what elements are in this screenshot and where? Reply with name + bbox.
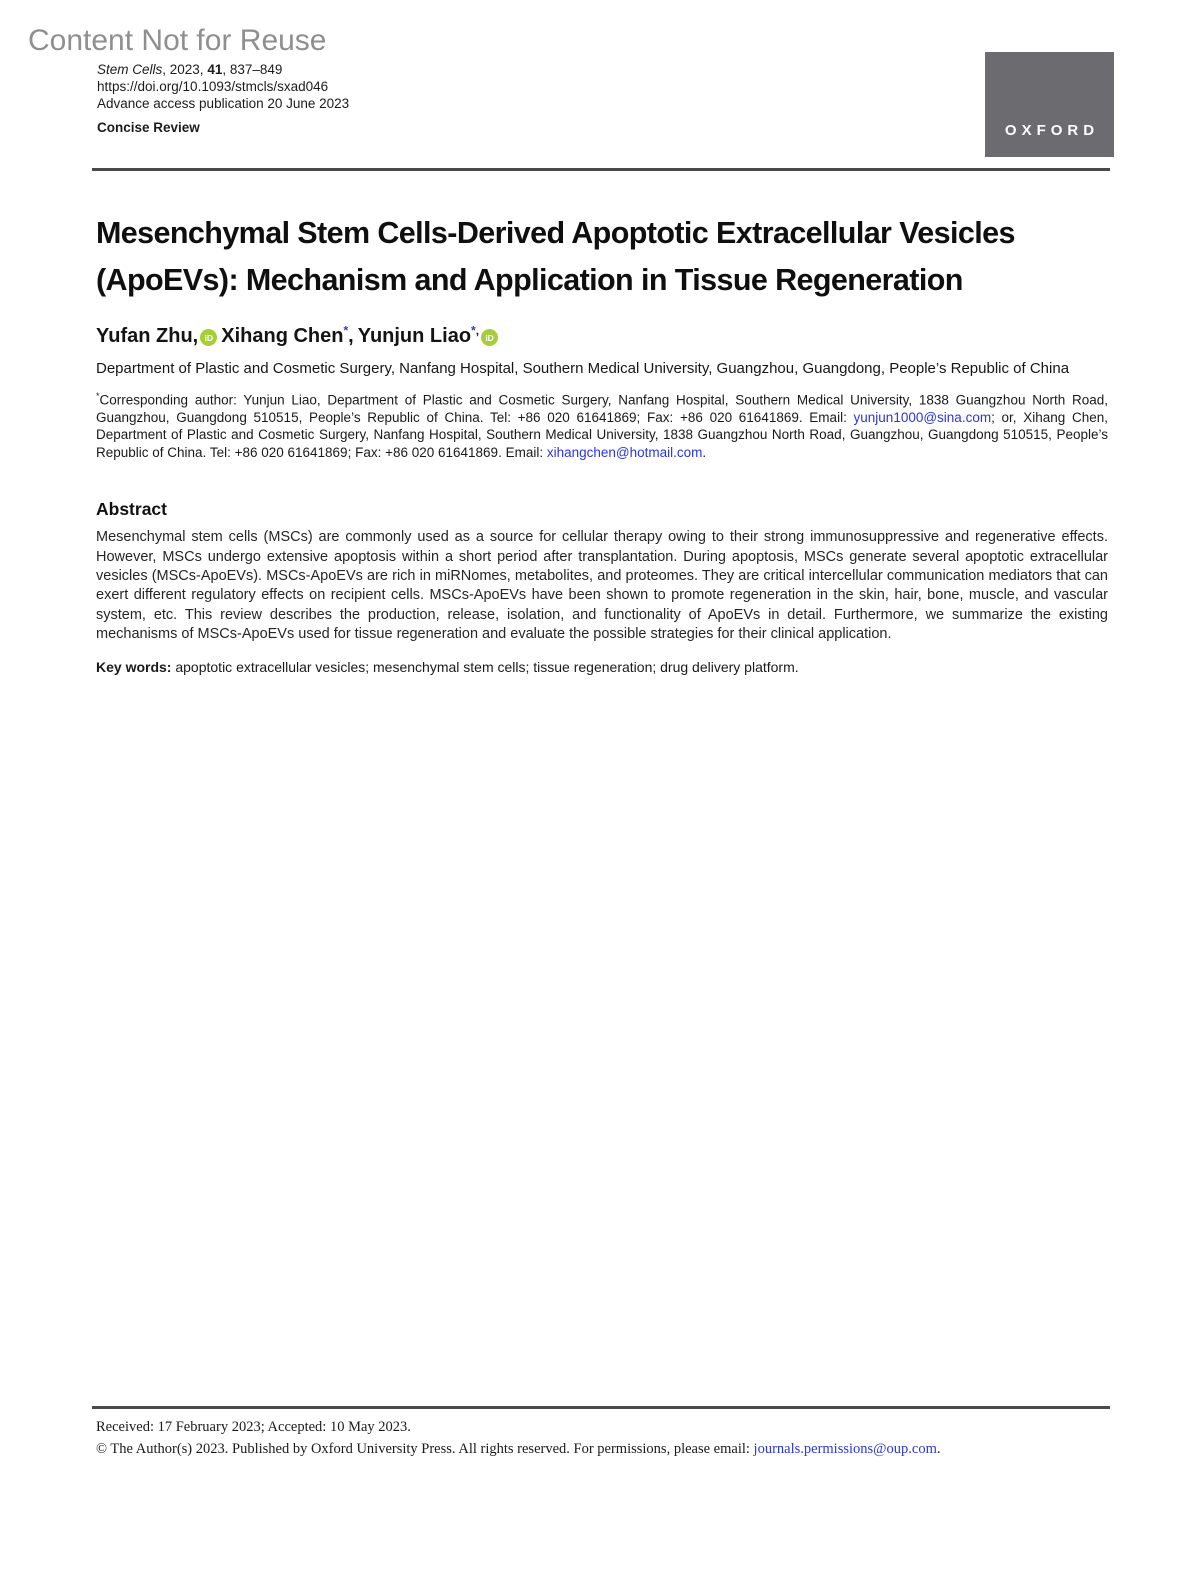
header-divider bbox=[92, 168, 1110, 171]
advance-access-note: Advance access publication 20 June 2023 bbox=[97, 96, 350, 111]
article-title: Mesenchymal Stem Cells-Derived Apoptotic Extracellular Vesicles (ApoEVs): Mechanism and Application in Tissue Regeneration bbox=[96, 216, 1015, 297]
watermark-text: Content Not for Reuse bbox=[28, 24, 327, 57]
corresponding-author-note: *Corresponding author: Yunjun Liao, Department of Plastic and Cosmetic Surgery, Nanfang Hospital, Southern Medical University, 1838 Guangzhou North Road, Guangzhou, Guangdong 510515, People’s Republic of China. Tel: +86 020 61641869; Fax: +86 020 61641869. Email: yunjun1000@sina.com; or, Xihang Chen, Department of Plastic and Cosmetic Surgery, Nanfang Hospital, Southern Medical University, 1838 Guangzhou North Road, Guangzhou, Guangdong 510515, People’s Republic of China. Tel: +86 020 61641869; Fax: +86 020 61641869. Email: xihangchen@hotmail.com. bbox=[96, 390, 1109, 460]
author-3 bbox=[358, 325, 498, 347]
author-2 bbox=[221, 325, 353, 347]
keywords-line bbox=[96, 658, 1108, 676]
footer-divider bbox=[92, 1406, 1110, 1409]
copyright-line: © The Author(s) 2023. Published by Oxford University Press. All rights reserved. For permissions, please email: journals.permissions@oup.com. bbox=[96, 1441, 941, 1457]
author-1-separator: , bbox=[192, 324, 199, 347]
orcid-icon-letters: iD bbox=[204, 332, 213, 343]
author-1 bbox=[96, 325, 217, 347]
orcid-icon[interactable] bbox=[200, 329, 217, 346]
article-main bbox=[96, 210, 1108, 676]
author-3-separator: , bbox=[475, 323, 480, 337]
journal-meta-block bbox=[97, 61, 349, 136]
oxford-logo-text: OXFORD bbox=[1004, 122, 1100, 139]
author-3-name: Yunjun Liao bbox=[357, 324, 472, 347]
author-list bbox=[96, 317, 1108, 349]
author-2-separator: , bbox=[348, 324, 354, 347]
article-type-label: Concise Review bbox=[97, 120, 200, 135]
oxford-logo bbox=[985, 52, 1114, 157]
corresponding-asterisk: * bbox=[471, 323, 476, 337]
keywords-label: Key words: bbox=[96, 658, 172, 675]
email-link[interactable]: journals.permissions@oup.com bbox=[753, 1441, 937, 1457]
page-footer bbox=[92, 1406, 1110, 1459]
doi-link[interactable]: https://doi.org/10.1093/stmcls/sxad046 bbox=[97, 79, 329, 94]
orcid-icon[interactable] bbox=[481, 329, 498, 346]
keywords-text: apoptotic extracellular vesicles; mesenchymal stem cells; tissue regeneration; drug delivery platform. bbox=[175, 658, 799, 675]
received-accepted-line: Received: 17 February 2023; Accepted: 10 May 2023. bbox=[96, 1419, 411, 1435]
corresponding-asterisk: * bbox=[343, 323, 349, 337]
email-link[interactable]: xihangchen@hotmail.com bbox=[546, 444, 703, 460]
author-2-name: Xihang Chen bbox=[221, 324, 344, 347]
journal-citation: Stem Cells, 2023, 41, 837–849 bbox=[97, 62, 283, 77]
abstract-heading: Abstract bbox=[96, 499, 167, 520]
abstract-text: Mesenchymal stem cells (MSCs) are commonly used as a source for cellular therapy owing to their strong immunosuppressive and regenerative effects. However, MSCs undergo extensive apoptosis within a short period after transplantation. During apoptosis, MSCs generate several apoptotic extracellular vesicles (MSCs-ApoEVs). MSCs-ApoEVs are rich in miRNomes, metabolites, and proteomes. They are critical intercellular communication mediators that can exert different regulatory effects on recipient cells. MSCs-ApoEVs have been shown to promote regeneration in the skin, hair, bone, muscle, and vascular system, etc. This review describes the production, release, isolation, and functionality of ApoEVs in detail. Furthermore, we summarize the existing mechanisms of MSCs-ApoEVs used for tissue regeneration and evaluate the possible strategies for their clinical application. bbox=[96, 529, 1108, 643]
orcid-icon-letters: iD bbox=[485, 332, 494, 343]
email-link[interactable]: yunjun1000@sina.com bbox=[853, 409, 992, 425]
author-1-name: Yufan Zhu bbox=[96, 324, 193, 347]
affiliation-text: Department of Plastic and Cosmetic Surgery, Nanfang Hospital, Southern Medical University, Guangzhou, Guangdong, People’s Republic of China bbox=[96, 359, 1070, 377]
